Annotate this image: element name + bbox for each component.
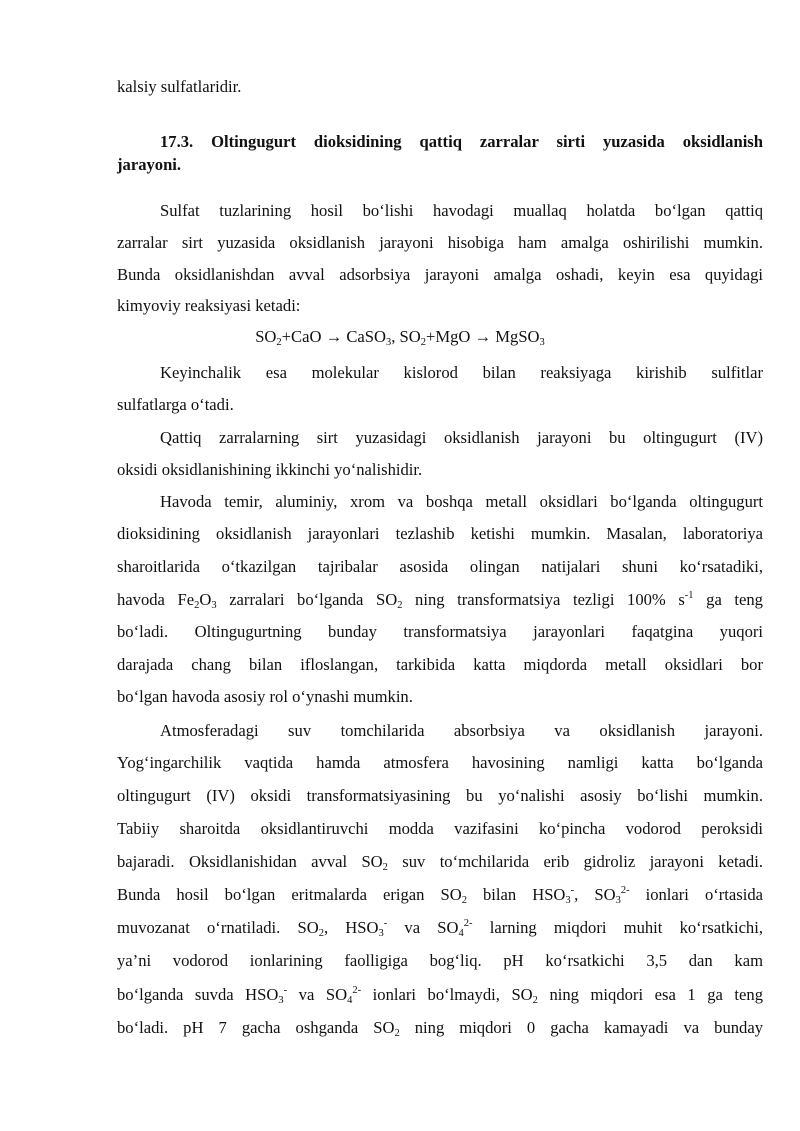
section-heading-continued: jarayoni. [117, 155, 182, 174]
paragraph-line: Sulfat tuzlarining hosil bo‘lishi havodagi muallaq holatda bo‘lgan qattiq [160, 201, 763, 220]
paragraph-line: bo‘lgan havoda asosiy rol o‘ynashi mumkin. [117, 687, 413, 706]
paragraph-line: Atmosferadagi suv tomchilarida absorbsiya va oksidlanish jarayoni. [160, 721, 763, 740]
paragraph-line: dioksidining oksidlanish jarayonlari tezlashib ketishi mumkin. Masalan, laboratoriya [117, 524, 763, 543]
paragraph-line: ya’ni vodorod ionlarining faolligiga bog‘liq. pH ko‘rsatkichi 3,5 dan kam [117, 951, 763, 970]
paragraph-line-rich: bo‘ladi. pH 7 gacha oshganda $SO_2$ ning miqdori 0 gacha kamayadi va bunday [117, 1018, 763, 1039]
paragraph-line-rich: havoda $Fe_2O_3$ zarralari bo‘lganda $SO_2$ ning transformatsiya tezligi 100% $s^{-1}$ ga teng [117, 590, 763, 611]
paragraph-line: oksidi oksidlanishining ikkinchi yo‘nalishidir. [117, 460, 423, 479]
section-heading: 17.3. Oltingugurt dioksidining qattiq zarralar sirti yuzasida oksidlanish [160, 132, 763, 151]
paragraph-line-rich: bo‘lganda suvda $HSO_3^-$ va $SO_4^{2-}$ ionlari bo‘lmaydi, $SO_2$ ning miqdori esa 1 ga teng [117, 985, 763, 1006]
paragraph-line: Bunda oksidlanishdan avval adsorbsiya jarayoni amalga oshadi, keyin esa quyidagi [117, 265, 763, 284]
paragraph-line-rich: muvozanat o‘rnatiladi. $SO_2$, $HSO_3^-$ va $SO_4^{2-}$ larning miqdori muhit ko‘rsatkichi, [117, 918, 763, 939]
paragraph-line-rich: bajaradi. Oksidlanishidan avval $SO_2$ suv to‘mchilarida erib gidroliz jarayoni ketadi. [117, 852, 763, 873]
chemical-equation: $SO_2+CaO$ → CaSO$_3$, $SO_2+MgO$ → MgSO$_3$ [255, 327, 545, 348]
paragraph-line: Havoda temir, aluminiy, xrom va boshqa metall oksidlari bo‘lganda oltingugurt [160, 492, 763, 511]
paragraph-line: Tabiiy sharoitda oksidlantiruvchi modda vazifasini ko‘pincha vodorod peroksidi [117, 819, 763, 838]
paragraph-line: zarralar sirt yuzasida oksidlanish jarayoni hisobiga ham amalga oshirilishi mumkin. [117, 233, 763, 252]
paragraph-line: darajada chang bilan ifloslangan, tarkibida katta miqdorda metall oksidlari bor [117, 655, 763, 674]
paragraph-line: Yog‘ingarchilik vaqtida hamda atmosfera havosining namligi katta bo‘lganda [117, 753, 763, 772]
paragraph-line: Keyinchalik esa molekular kislorod bilan reaksiyaga kirishib sulfitlar [160, 363, 763, 382]
paragraph-line: bo‘ladi. Oltingugurtning bunday transformatsiya jarayonlari faqatgina yuqori [117, 622, 763, 641]
paragraph-line: sharoitlarida o‘tkazilgan tajribalar asosida olingan natijalari shuni ko‘rsatadiki, [117, 557, 763, 576]
paragraph-line: oltingugurt (IV) oksidi transformatsiyasining bu yo‘nalishi asosiy bo‘lishi mumkin. [117, 786, 763, 805]
text-line: kalsiy sulfatlaridir. [117, 77, 242, 96]
paragraph-line-rich: Bunda hosil bo‘lgan eritmalarda erigan $SO_2$ bilan $HSO_3^-$, $SO_3^{2-}$ ionlari o‘rtasida [117, 885, 764, 906]
paragraph-line: sulfatlarga o‘tadi. [117, 395, 234, 414]
paragraph-line: kimyoviy reaksiyasi ketadi: [117, 296, 301, 315]
paragraph-line: Qattiq zarralarning sirt yuzasidagi oksidlanish jarayoni bu oltingugurt (IV) [160, 428, 763, 447]
